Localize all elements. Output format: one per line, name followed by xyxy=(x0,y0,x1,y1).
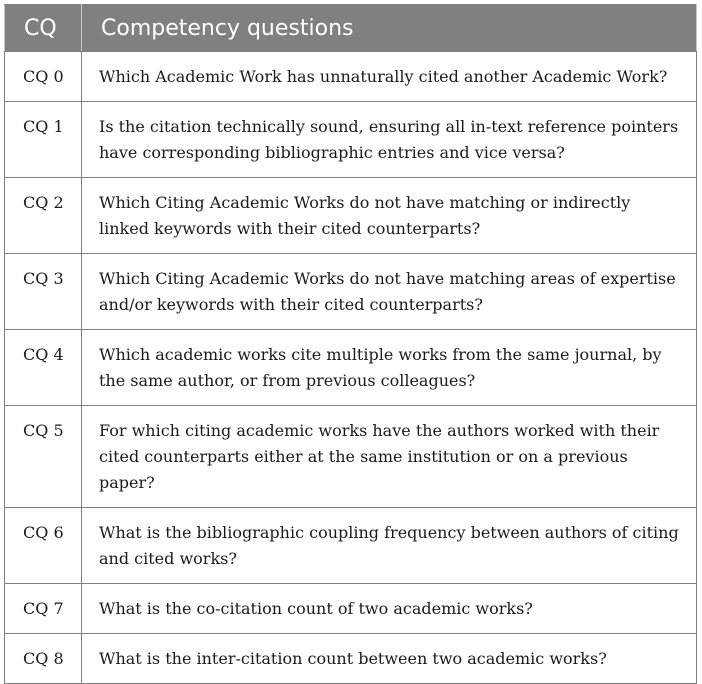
table-row xyxy=(5,508,697,584)
row-id: CQ 7 xyxy=(5,584,82,634)
row-question: What is the bibliographic coupling frequency between authors of citing and cited works? xyxy=(82,508,697,584)
row-id: CQ 2 xyxy=(5,178,82,254)
table-row xyxy=(5,102,697,178)
row-id: CQ 3 xyxy=(5,254,82,330)
row-question: Which Citing Academic Works do not have matching areas of expertise and/or keywords with their cited counterparts? xyxy=(82,254,697,330)
row-question: For which citing academic works have the authors worked with their cited counterparts either at the same institution or on a previous paper? xyxy=(82,406,697,508)
table-row xyxy=(5,52,697,102)
row-question: What is the co-citation count of two academic works? xyxy=(82,584,697,634)
table-row xyxy=(5,634,697,684)
row-id: CQ 0 xyxy=(5,52,82,102)
header-competency-questions: Competency questions xyxy=(82,5,697,52)
table-body xyxy=(5,52,697,684)
table-row xyxy=(5,584,697,634)
row-question: Which academic works cite multiple works from the same journal, by the same author, or from previous colleagues? xyxy=(82,330,697,406)
row-id: CQ 1 xyxy=(5,102,82,178)
header-row xyxy=(5,5,697,52)
row-question: What is the inter-citation count between two academic works? xyxy=(82,634,697,684)
row-id: CQ 6 xyxy=(5,508,82,584)
row-question: Which Citing Academic Works do not have matching or indirectly linked keywords with their cited counterparts? xyxy=(82,178,697,254)
row-id: CQ 8 xyxy=(5,634,82,684)
row-question: Which Academic Work has unnaturally cited another Academic Work? xyxy=(82,52,697,102)
row-id: CQ 4 xyxy=(5,330,82,406)
table-row xyxy=(5,254,697,330)
row-question: Is the citation technically sound, ensuring all in-text reference pointers have corresponding bibliographic entries and vice versa? xyxy=(82,102,697,178)
table-row xyxy=(5,406,697,508)
row-id: CQ 5 xyxy=(5,406,82,508)
header-cq: CQ xyxy=(5,5,82,52)
table-header xyxy=(5,5,697,52)
table-row xyxy=(5,178,697,254)
table-row xyxy=(5,330,697,406)
competency-questions-table xyxy=(4,4,697,684)
